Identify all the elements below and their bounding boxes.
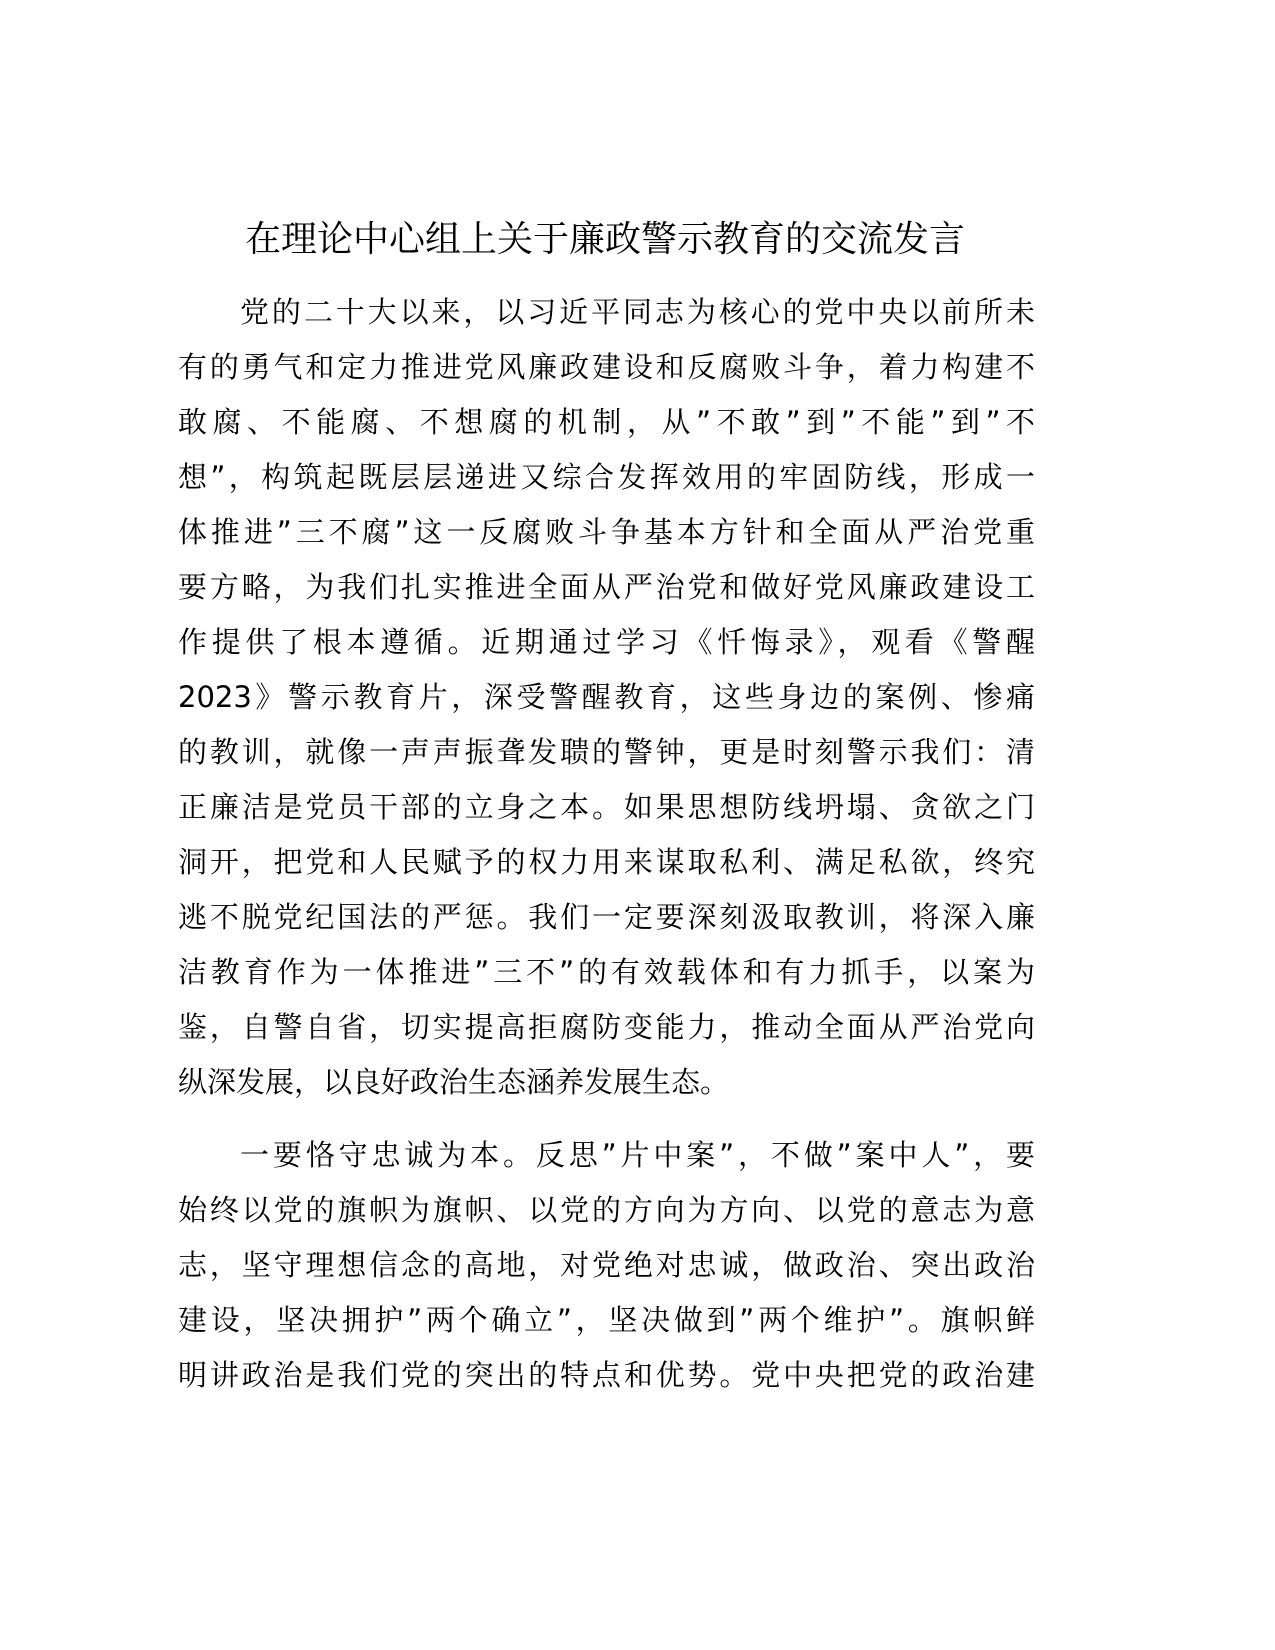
text-line: 洞开，把党和人民赋予的权力用来谋取私利、满足私欲，终究 [178,845,1035,879]
text-line: 始终以党的旗帜为旗帜、以党的方向为方向、以党的意志为意 [178,1193,1035,1227]
text-line: 要方略，为我们扎实推进全面从严治党和做好党风廉政建设工 [178,570,1035,604]
text-line: 想”，构筑起既层层递进又综合发挥效用的牢固防线，形成一 [178,460,1035,494]
document-title: 在理论中心组上关于廉政警示教育的交流发言 [244,219,965,260]
text-line: 鉴，自警自省，切实提高拒腐防变能力，推动全面从严治党向 [178,1010,1035,1044]
text-line: 2023》警示教育片，深受警醒教育，这些身边的案例、惨痛 [178,680,1035,714]
text-line: 志，坚守理想信念的高地，对党绝对忠诚，做政治、突出政治 [178,1248,1035,1282]
text-line: 的教训，就像一声声振聋发聩的警钟，更是时刻警示我们：清 [178,735,1035,769]
text-line: 体推进”三不腐”这一反腐败斗争基本方针和全面从严治党重 [178,515,1035,549]
text-line: 一要恪守忠诚为本。反思”片中案”，不做”案中人”，要 [240,1138,1035,1172]
text-line: 纵深发展，以良好政治生态涵养发展生态。 [178,1065,730,1099]
text-line: 敢腐、不能腐、不想腐的机制，从”不敢”到”不能”到”不 [178,405,1035,439]
text-line: 明讲政治是我们党的突出的特点和优势。党中央把党的政治建 [178,1358,1035,1392]
text-line: 作提供了根本遵循。近期通过学习《忏悔录》，观看《警醒 [178,625,1035,659]
text-line: 建设，坚决拥护”两个确立”，坚决做到”两个维护”。旗帜鲜 [178,1303,1035,1337]
text-line: 洁教育作为一体推进”三不”的有效载体和有力抓手，以案为 [178,955,1035,989]
text-line: 党的二十大以来，以习近平同志为核心的党中央以前所未 [240,295,1035,329]
text-line: 有的勇气和定力推进党风廉政建设和反腐败斗争，着力构建不 [178,350,1035,384]
text-line: 正廉洁是党员干部的立身之本。如果思想防线坍塌、贪欲之门 [178,790,1035,824]
text-line: 逃不脱党纪国法的严惩。我们一定要深刻汲取教训，将深入廉 [178,900,1035,934]
